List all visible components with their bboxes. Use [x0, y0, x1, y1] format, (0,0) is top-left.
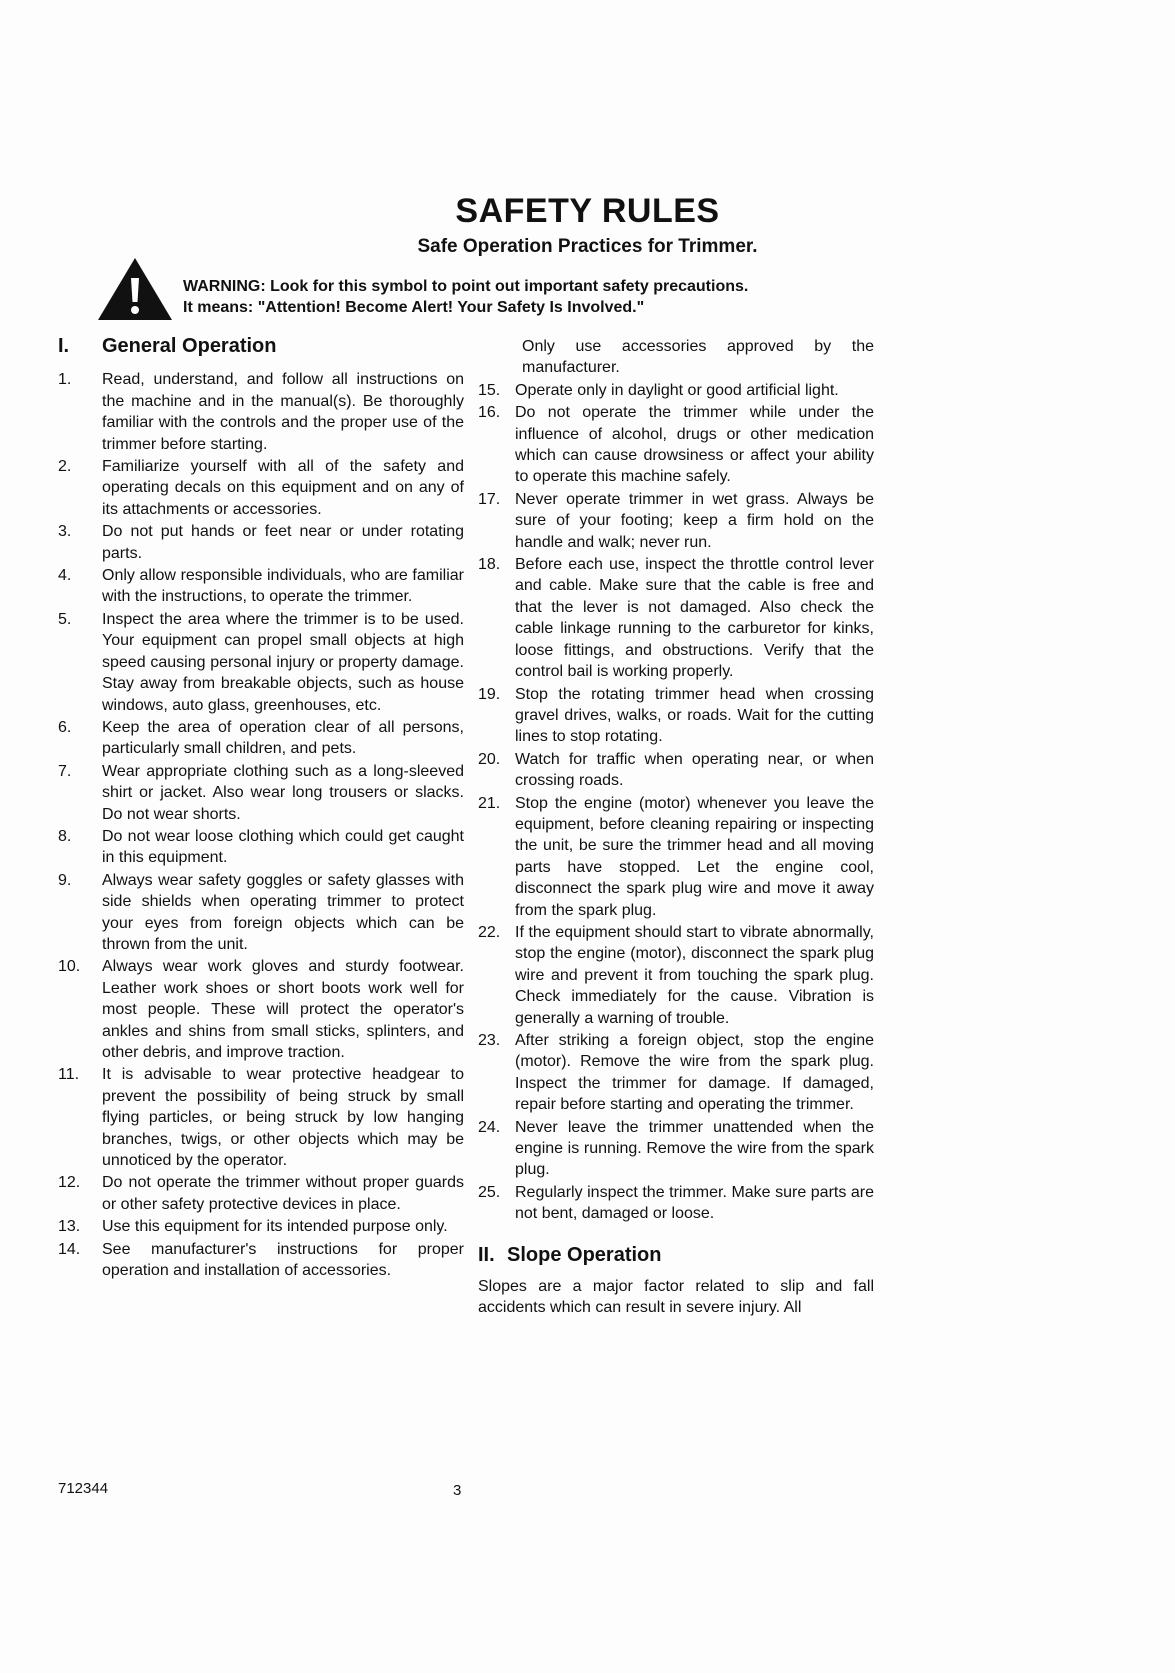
section-number: II. [478, 1243, 495, 1266]
page-number: 3 [453, 1482, 462, 1499]
item-number: 24. [478, 1118, 501, 1136]
list-item [58, 609, 464, 716]
item-text: It is advisable to wear protective headgear to prevent the possibility of being struck by small flying particles, or being struck by low hanging branches, twigs, or other objects which may be unnoticed by the operator. [102, 1066, 464, 1170]
list-item [58, 369, 464, 455]
list-item [478, 684, 874, 748]
section-heading-general-operation [58, 336, 464, 357]
item-number: 3. [58, 523, 72, 541]
item-number: 10. [58, 958, 81, 976]
item-number: 13. [58, 1218, 81, 1236]
section-title: Slope Operation [507, 1243, 662, 1266]
list-item [478, 489, 874, 553]
item-text: Familiarize yourself with all of the safety and operating decals on this equipment and on any of its attachments or accessories. [102, 458, 464, 518]
item-text: Keep the area of operation clear of all persons, particularly small children, and pets. [102, 718, 464, 758]
item-text: Only allow responsible individuals, who are familiar with the instructions, to operate the trimmer. [102, 567, 464, 606]
item-text: Do not put hands or feet near or under rotating parts. [102, 523, 464, 562]
list-item [478, 402, 874, 488]
general-operation-list [58, 369, 464, 1281]
item-text: Do not operate the trimmer without proper guards or other safety protective devices in place. [102, 1174, 464, 1213]
item-number: 14. [58, 1240, 81, 1258]
list-item [58, 565, 464, 608]
item-number: 7. [58, 762, 72, 780]
list-item [58, 826, 464, 869]
section-number: I. [58, 335, 70, 357]
item-number: 25. [478, 1183, 501, 1201]
item-text: Use this equipment for its intended purpose only. [102, 1218, 448, 1236]
list-item [58, 521, 464, 564]
list-item [478, 554, 874, 682]
item-number: 8. [58, 827, 72, 845]
section-heading-slope-operation [478, 1245, 874, 1266]
item-text: Wear appropriate clothing such as a long-sleeved shirt or jacket. Also wear long trousers or slacks. Do not wear shorts. [102, 762, 464, 823]
right-column [478, 336, 874, 1319]
list-item [478, 380, 874, 401]
general-operation-list-continued [478, 380, 874, 1225]
item-number: 5. [58, 610, 72, 628]
item-number: 21. [478, 794, 501, 812]
item-text: Watch for traffic when operating near, or when crossing roads. [515, 750, 874, 790]
list-item [478, 922, 874, 1029]
list-item [58, 1239, 464, 1282]
item-14-continuation: Only use accessories approved by the manufacturer. [522, 338, 874, 377]
list-item [478, 1182, 874, 1225]
item-number: 19. [478, 685, 501, 703]
item-number: 12. [58, 1174, 81, 1192]
list-item [58, 1064, 464, 1171]
section-title: General Operation [102, 335, 277, 357]
item-text: Never leave the trimmer unattended when the engine is running. Remove the wire from the spark plug. [515, 1118, 874, 1179]
page-subtitle: Safe Operation Practices for Trimmer. [417, 236, 758, 257]
item-number: 2. [58, 458, 72, 476]
warning-line-1: WARNING: Look for this symbol to point out important safety precautions. [183, 278, 749, 295]
item-text: Never operate trimmer in wet grass. Always be sure of your footing; keep a firm hold on the handle and walk; never run. [515, 490, 874, 551]
warning-triangle-icon [96, 256, 174, 322]
item-text: Do not wear loose clothing which could get caught in this equipment. [102, 827, 464, 867]
item-number: 23. [478, 1032, 501, 1049]
document-code: 712344 [58, 1480, 109, 1497]
item-text: Stop the rotating trimmer head when crossing gravel drives, walks, or roads. Wait for the cutting lines to stop rotating. [515, 685, 874, 746]
warning-statement [183, 276, 903, 318]
item-text: After striking a foreign object, stop the engine (motor). Remove the wire from the spark plug. Inspect the trimmer for damage. If damaged, repair before starting and operating the trimmer. [515, 1032, 874, 1114]
item-text: Operate only in daylight or good artificial light. [515, 381, 839, 399]
slope-operation-paragraph: Slopes are a major factor related to slip and fall accidents which can result in severe injury. All [478, 1278, 874, 1317]
list-item [478, 793, 874, 921]
item-text: Stop the engine (motor) whenever you leave the equipment, before cleaning repairing or inspecting the unit, be sure the trimmer head and all moving parts have stopped. Let the engine cool, disconnect the spark plug wire and move it away from the spark plug. [515, 794, 874, 919]
list-item [58, 456, 464, 520]
item-text: See manufacturer's instructions for proper operation and installation of accessories. [102, 1240, 464, 1280]
item-number: 17. [478, 490, 501, 508]
item-number: 6. [58, 718, 72, 736]
item-number: 22. [478, 923, 501, 941]
list-item [58, 870, 464, 956]
item-number: 9. [58, 871, 72, 889]
item-number: 18. [478, 556, 501, 574]
warning-line-2: It means: "Attention! Become Alert! Your Safety Is Involved." [183, 299, 645, 316]
item-number: 15. [478, 381, 501, 399]
item-text: Before each use, inspect the throttle control lever and cable. Make sure that the cable is free and that the lever is not damaged. Also check the cable linkage running to the carburetor for kinks, loose fittings, and obstructions. Verify that the control bail is working properly. [515, 556, 874, 681]
page-title: SAFETY RULES [455, 192, 720, 230]
list-item [58, 1172, 464, 1215]
item-text: Inspect the area where the trimmer is to be used. Your equipment can propel small objects at high speed causing personal injury or property damage. Stay away from breakable objects, such as house windows, auto glass, greenhouses, etc. [102, 610, 464, 714]
item-text: Regularly inspect the trimmer. Make sure parts are not bent, damaged or loose. [515, 1183, 874, 1223]
list-item [478, 1030, 874, 1116]
item-text: If the equipment should start to vibrate abnormally, stop the engine (motor), disconnect the spark plug wire and prevent it from touching the spark plug. Check immediately for the cause. Vibration is generally a warning of trouble. [515, 923, 874, 1027]
item-text: Always wear work gloves and sturdy footwear. Leather work shoes or short boots work well for most people. These will protect the operator's ankles and shins from small sticks, splinters, and other debris, and improve traction. [102, 958, 464, 1061]
list-item [58, 1216, 464, 1237]
list-item [478, 749, 874, 792]
item-number: 11. [58, 1066, 80, 1084]
item-text: Read, understand, and follow all instructions on the machine and in the manual(s). Be thoroughly familiar with the controls and the proper use of the trimmer before starting. [102, 371, 464, 453]
item-number: 4. [58, 567, 72, 585]
item-text: Always wear safety goggles or safety glasses with side shields when operating trimmer to protect your eyes from foreign objects which can be thrown from the unit. [102, 871, 464, 953]
left-column [58, 336, 464, 1282]
list-item [58, 956, 464, 1063]
list-item [58, 717, 464, 760]
item-text: Do not operate the trimmer while under the influence of alcohol, drugs or other medication which can cause drowsiness or affect your ability to operate this machine safely. [515, 404, 874, 486]
item-number: 20. [478, 750, 501, 768]
list-item [478, 1117, 874, 1181]
list-item [58, 761, 464, 825]
item-number: 1. [58, 371, 72, 389]
item-number: 16. [478, 404, 501, 422]
